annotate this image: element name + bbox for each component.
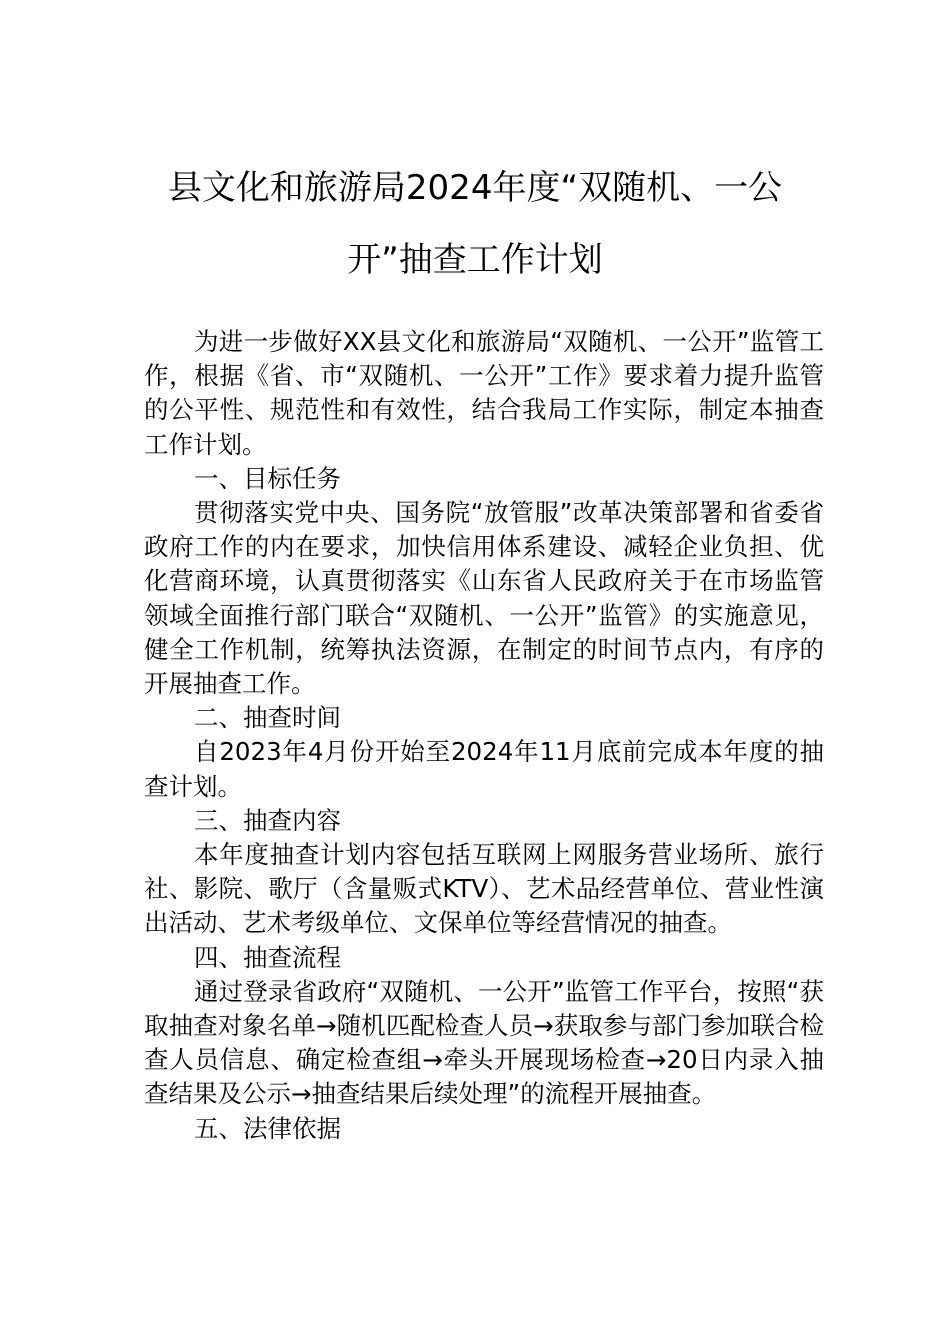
intro-paragraph: 为进一步做好XX县文化和旅游局“双随机、一公开”监管工作，根据《省、市“双随机、一公开”工作》要求着力提升监管的公平性、规范性和有效性，结合我局工作实际，制定本抽查工作计划。	[144, 327, 824, 459]
section-text-time: 自2023年4月份开始至2024年11月底前完成本年度的抽查计划。	[144, 737, 824, 801]
section-heading-content: 三、抽查内容	[194, 805, 341, 835]
section-heading-legal-basis: 五、法律依据	[194, 1113, 341, 1143]
document-title-line-2: 开”抽查工作计划	[347, 240, 603, 280]
document-title-line-1: 县文化和旅游局2024年度“双随机、一公	[167, 168, 783, 208]
section-text-goals: 贯彻落实党中央、国务院“放管服”改革决策部署和省委省政府工作的内在要求，加快信用体系建设、减轻企业负担、优化营商环境，认真贯彻落实《山东省人民政府关于在市场监管领域全面推行部门联合“双随机、一公开”监管》的实施意见，健全工作机制，统筹执法资源，在制定的时间节点内，有序的开展抽查工作。	[144, 498, 824, 699]
section-text-process: 通过登录省政府“双随机、一公开”监管工作平台，按照“获取抽查对象名单→随机匹配检查人员→获取参与部门参加联合检查人员信息、确定检查组→牵头开展现场检查→20日内录入抽查结果及公示→抽查结果后续处理”的流程开展抽查。	[144, 976, 824, 1109]
document-body	[144, 325, 824, 1146]
section-heading-time: 二、抽查时间	[194, 703, 341, 733]
section-heading-goals: 一、目标任务	[194, 463, 341, 493]
section-text-content: 本年度抽查计划内容包括互联网上网服务营业场所、旅行社、影院、歌厅（含量贩式KTV）、艺术品经营单位、营业性演出活动、艺术考级单位、文保单位等经营情况的抽查。	[144, 840, 824, 938]
section-heading-process: 四、抽查流程	[194, 942, 341, 972]
